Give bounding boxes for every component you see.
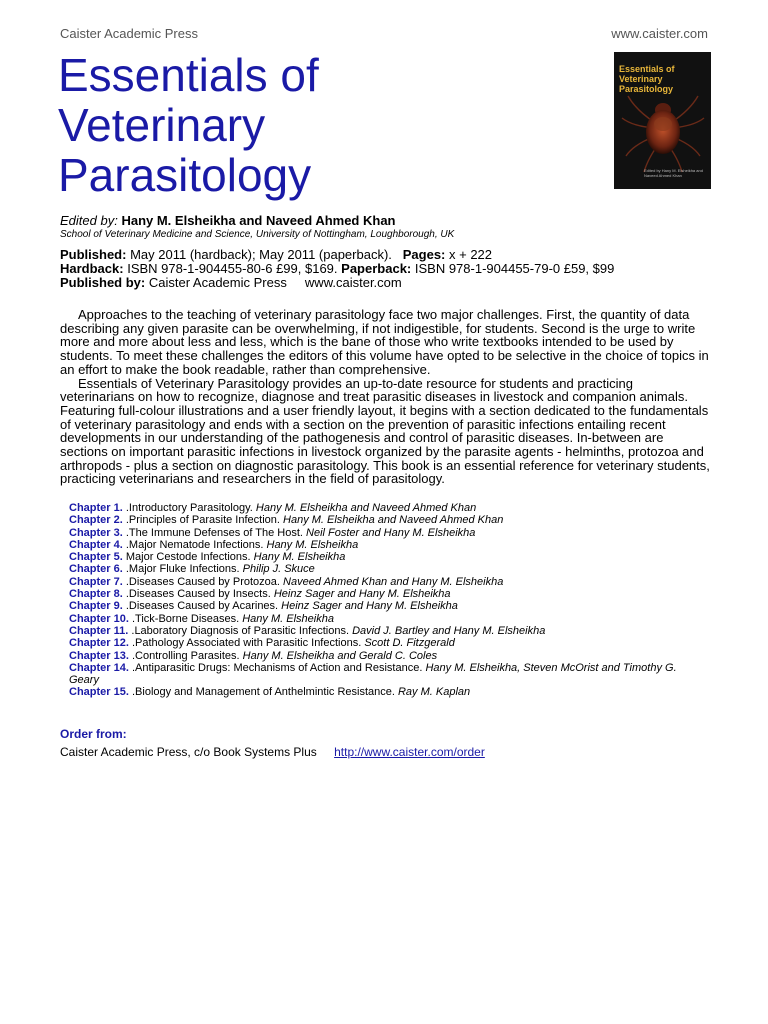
chapter-authors: Ray M. Kaplan <box>397 686 471 699</box>
editor-affiliation: School of Veterinary Medicine and Science, University of Nottingham, Loughborough, UK <box>60 229 455 240</box>
chapter-number: Chapter 11. <box>69 624 129 637</box>
hardback-value: ISBN 978-1-904455-80-6 £99, $169. <box>127 261 338 276</box>
cover-editors: Edited by Hany M. Elsheikha and Naveed Ahmed Khan <box>644 168 703 178</box>
chapter-item <box>69 563 709 575</box>
chapter-title: Antiparasitic Drugs: Mechanisms of Action and Resistance. <box>135 661 423 674</box>
title-line-1: Essentials of <box>58 49 319 101</box>
chapter-separator: . <box>122 575 129 588</box>
chapter-separator: . <box>122 563 129 576</box>
cover-title: Essentials of Veterinary Parasitology <box>619 64 675 94</box>
chapter-title: Major Cestode Infections. <box>125 551 251 564</box>
isbn-info <box>60 262 614 276</box>
chapter-title: Diseases Caused by Acarines. <box>128 600 279 613</box>
book-cover-image <box>614 52 711 189</box>
paperback-label: Paperback: <box>341 261 412 276</box>
chapter-separator: . <box>128 624 135 637</box>
chapter-number: Chapter 8. <box>69 588 123 601</box>
chapter-separator: . <box>122 502 129 514</box>
chapter-item <box>69 625 709 637</box>
publication-dates <box>60 248 492 262</box>
chapter-item <box>69 514 709 526</box>
chapter-title: Pathology Associated with Parasitic Infections. <box>135 637 362 650</box>
abstract-paragraph: Essentials of Veterinary Parasitology provides an up-to-date resource for students and practicing veterinarians on how to recognize, diagnose and treat parasitic diseases in livestock and companion animals. Featuring full-colour illustrations and a user friendly layout, it begins with a section dedicated to the fundamentals of veterinary parasitology and ends with a section on the prevention of parasitic infections entailing recent developments in our understanding of the pathogenesis and control of parasitic diseases. In-between are sections on important parasitic infections in livestock organized by the parasite agents - helminths, protozoa and arthropods - plus a section on diagnostic parasitology. This book is an essential reference for veterinary students, practicing veterinarians and researchers in the field of parasitology. <box>60 375 710 487</box>
publisher-info <box>60 276 402 290</box>
chapter-separator: . <box>128 649 136 662</box>
chapter-item <box>69 686 709 698</box>
chapter-title: Laboratory Diagnosis of Parasitic Infections. <box>134 624 350 637</box>
published-by-label: Published by: <box>60 275 146 290</box>
chapter-number: Chapter 6. <box>69 563 123 576</box>
edited-by-label: Edited by: <box>60 213 118 228</box>
chapter-item <box>69 613 709 625</box>
pages-label: Pages: <box>402 247 446 262</box>
chapter-authors: Hany M. Elsheikha <box>242 612 334 625</box>
chapter-separator: . <box>128 661 136 674</box>
chapter-separator: . <box>122 538 129 551</box>
chapter-number: Chapter 3. <box>69 526 123 539</box>
chapter-authors: Hany M. Elsheikha, Steven McOrist and Timothy G. Geary <box>69 661 677 687</box>
order-link[interactable]: http://www.caister.com/order <box>334 745 485 759</box>
chapter-number: Chapter 14. <box>69 661 129 674</box>
chapter-item <box>69 662 709 687</box>
chapter-authors: Hany M. Elsheikha and Naveed Ahmed Khan <box>283 514 504 527</box>
chapter-title: Major Nematode Infections. <box>128 538 264 551</box>
chapter-separator: . <box>128 686 136 699</box>
order-from-label: Order from: <box>60 727 127 741</box>
chapter-authors: Hany M. Elsheikha and Gerald C. Coles <box>242 649 438 662</box>
book-abstract <box>60 308 710 486</box>
chapter-number: Chapter 9. <box>69 600 123 613</box>
editor-names: Hany M. Elsheikha and Naveed Ahmed Khan <box>121 213 396 228</box>
book-title <box>58 50 578 200</box>
publisher-name: Caister Academic Press <box>148 275 287 290</box>
publisher-header: Caister Academic Press <box>60 26 198 41</box>
chapter-title: Principles of Parasite Infection. <box>128 514 280 527</box>
chapter-item <box>69 637 709 649</box>
paperback-value: ISBN 978-1-904455-79-0 £59, $99 <box>414 261 615 276</box>
pages-value: x + 222 <box>449 247 493 262</box>
chapter-item <box>69 576 709 588</box>
chapter-separator: . <box>128 612 136 625</box>
chapter-title: Major Fluke Infections. <box>128 563 240 576</box>
chapter-title: The Immune Defenses of The Host. <box>128 526 303 539</box>
chapter-item <box>69 650 709 662</box>
chapter-authors: Hany M. Elsheikha <box>253 551 346 564</box>
chapter-separator: . <box>122 600 129 613</box>
chapter-authors: Philip J. Skuce <box>242 563 315 576</box>
published-value: May 2011 (hardback); May 2011 (paperback). <box>130 247 392 262</box>
chapter-authors: Hany M. Elsheikha <box>266 538 359 551</box>
chapter-item <box>69 600 709 612</box>
order-text: Caister Academic Press, c/o Book Systems Plus <box>60 745 317 759</box>
title-line-3: Parasitology <box>58 149 312 201</box>
chapter-title: Diseases Caused by Insects. <box>128 588 271 601</box>
chapter-authors: Heinz Sager and Hany M. Elsheikha <box>281 600 458 613</box>
chapter-authors: Hany M. Elsheikha and Naveed Ahmed Khan <box>255 502 477 514</box>
order-info <box>60 745 485 759</box>
chapter-separator: . <box>128 637 136 650</box>
published-label: Published: <box>60 247 127 262</box>
hardback-label: Hardback: <box>60 261 124 276</box>
chapter-item <box>69 588 709 600</box>
chapter-title: Biology and Management of Anthelmintic Resistance. <box>135 686 395 699</box>
chapter-number: Chapter 7. <box>69 575 123 588</box>
chapter-separator: . <box>122 514 129 527</box>
chapter-number: Chapter 4. <box>69 538 123 551</box>
chapter-authors: Naveed Ahmed Khan and Hany M. Elsheikha <box>283 575 504 588</box>
chapter-list <box>69 502 709 699</box>
chapter-number: Chapter 1. <box>69 502 123 514</box>
website-header: www.caister.com <box>611 26 708 41</box>
chapter-authors: David J. Bartley and Hany M. Elsheikha <box>352 624 546 637</box>
chapter-item <box>69 527 709 539</box>
publisher-website: www.caister.com <box>304 275 402 290</box>
chapter-title: Introductory Parasitology. <box>128 502 253 514</box>
chapter-authors: Heinz Sager and Hany M. Elsheikha <box>273 588 451 601</box>
chapter-authors: Scott D. Fitzgerald <box>364 637 455 650</box>
chapter-item <box>69 502 709 514</box>
chapter-title: Controlling Parasites. <box>135 649 240 662</box>
chapter-number: Chapter 5. <box>69 551 123 564</box>
chapter-item <box>69 551 709 563</box>
title-line-2: Veterinary <box>58 99 266 151</box>
chapter-number: Chapter 10. <box>69 612 129 625</box>
chapter-separator: . <box>122 526 129 539</box>
edited-by <box>60 213 396 228</box>
chapter-authors: Neil Foster and Hany M. Elsheikha <box>306 526 476 539</box>
chapter-number: Chapter 2. <box>69 514 123 527</box>
chapter-number: Chapter 15. <box>69 686 129 699</box>
chapter-item <box>69 539 709 551</box>
chapter-title: Tick-Borne Diseases. <box>135 612 240 625</box>
chapter-number: Chapter 12. <box>69 637 129 650</box>
chapter-separator: . <box>122 588 129 601</box>
chapter-number: Chapter 13. <box>69 649 129 662</box>
chapter-title: Diseases Caused by Protozoa. <box>128 575 280 588</box>
abstract-paragraph: Approaches to the teaching of veterinary parasitology face two major challenges. First, the quantity of data describing any given parasite can be overwhelming, if not indigestible, for students. Second is the urge to write more and more about less and less, which is the bane of those who write textbooks intended to be used by students. To meet these challenges the editors of this volume have opted to be selective in the choice of topics in an effort to make the book readable, rather than comprehensive. <box>60 307 709 377</box>
